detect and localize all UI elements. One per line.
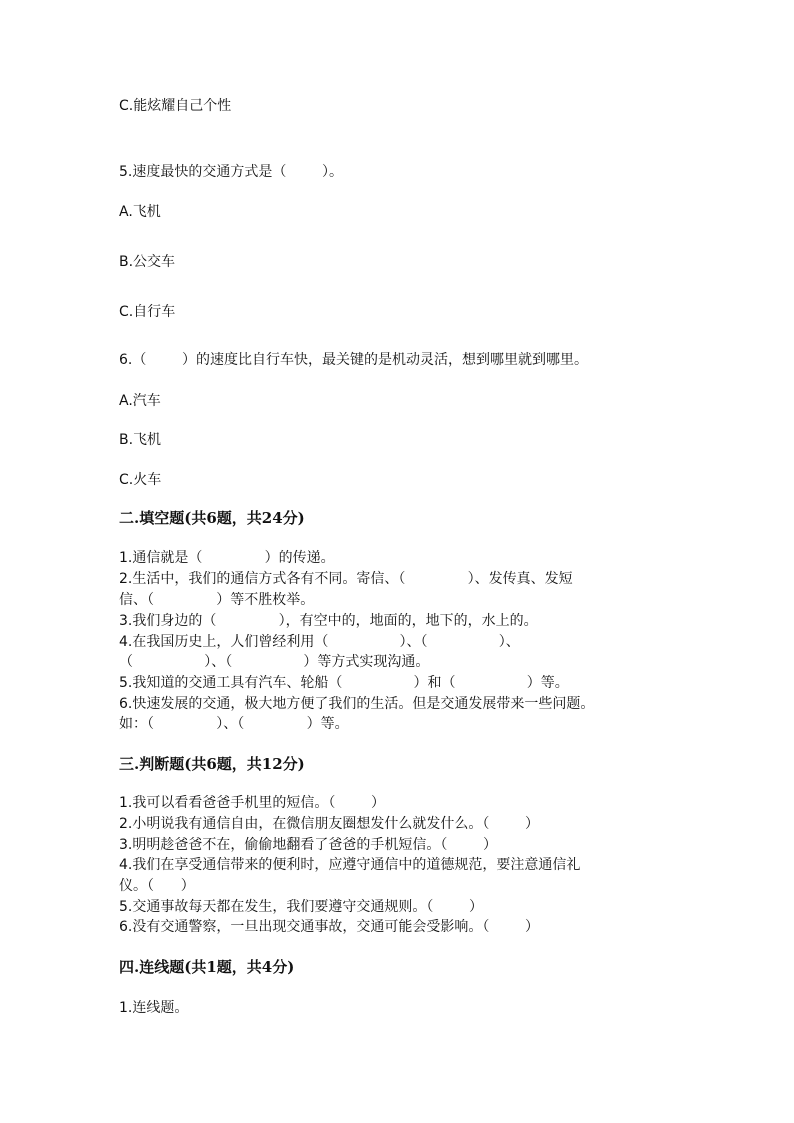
section3-heading: 三.判断题(共6题，共12分) (119, 755, 305, 773)
judge-line: 2.小明说我有通信自由，在微信朋友圈想发什么就发什么。（ ） (119, 816, 539, 832)
q6-option-b: B.飞机 (119, 432, 162, 448)
match-line: 1.连线题。 (119, 1000, 189, 1016)
fill-line: 3.我们身边的（ ），有空中的，地面的，地下的，水上的。 (119, 613, 538, 629)
q6-stem: 6.（ ）的速度比自行车快，最关键的是机动灵活，想到哪里就到哪里。 (119, 352, 588, 368)
q5-option-a: A.飞机 (119, 204, 161, 220)
judge-line: 5.交通事故每天都在发生，我们要遵守交通规则。（ ） (119, 899, 483, 915)
fill-line: 6.快速发展的交通，极大地方便了我们的生活。但是交通发展带来一些问题。 (119, 696, 595, 712)
q6-option-a: A.汽车 (119, 393, 161, 409)
fill-line: 4.在我国历史上，人们曾经利用（ ）、（ ）、 (119, 634, 520, 650)
q5-option-c: C.自行车 (119, 304, 176, 320)
judge-line: 1.我可以看看爸爸手机里的短信。（ ） (119, 795, 385, 811)
section2-heading: 二.填空题(共6题，共24分) (119, 509, 305, 527)
q5-option-b: B.公交车 (119, 254, 176, 270)
q5-stem: 5.速度最快的交通方式是（ ）。 (119, 164, 343, 180)
q6-option-c: C.火车 (119, 472, 162, 488)
section4-heading: 四.连线题(共1题，共4分) (119, 958, 295, 976)
judge-line: 4.我们在享受通信带来的便利时，应遵守通信中的道德规范，要注意通信礼 (119, 857, 581, 873)
q4-option-c: C.能炫耀自己个性 (119, 98, 232, 114)
fill-line: 1.通信就是（ ）的传递。 (119, 550, 335, 566)
fill-line: 2.生活中，我们的通信方式各有不同。寄信、（ ）、发传真、发短 (119, 571, 573, 587)
judge-line: 3.明明趁爸爸不在，偷偷地翻看了爸爸的手机短信。（ ） (119, 837, 497, 853)
judge-line: 仪。（ ） (119, 878, 195, 894)
fill-line: 5.我知道的交通工具有汽车、轮船（ ）和（ ）等。 (119, 675, 569, 691)
judge-line: 6.没有交通警察，一旦出现交通事故，交通可能会受影响。（ ） (119, 919, 539, 935)
fill-line: （ ）、（ ）等方式实现沟通。 (119, 654, 430, 670)
fill-line: 信、（ ）等不胜枚举。 (119, 592, 315, 608)
fill-line: 如：（ ）、（ ）等。 (119, 716, 349, 732)
